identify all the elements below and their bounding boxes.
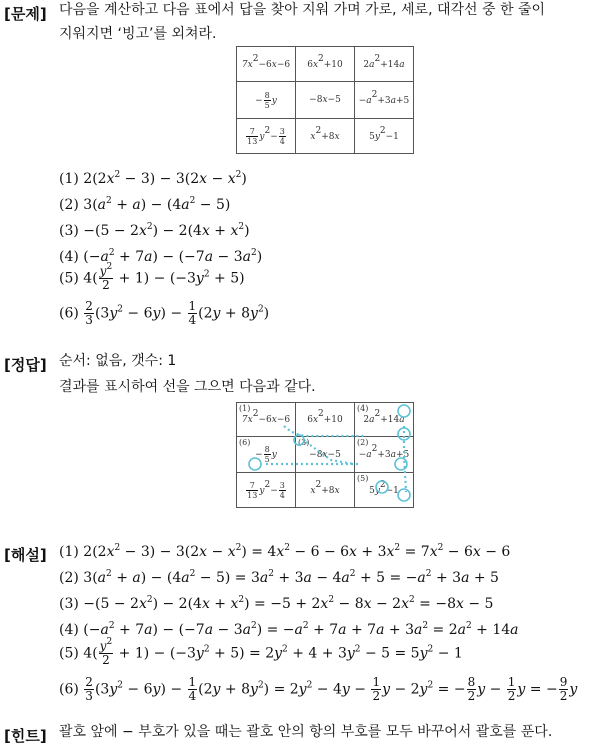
grid-cell: $7x^2-6x-6$ xyxy=(237,47,296,82)
problem-item-3: $(3) -(5 - 2x^2) - 2(4x + x^2)$ xyxy=(59,222,250,239)
grid-cell: − $\frac{8}{5}$ y xyxy=(237,82,296,119)
problem-item-5: (5) 4( $\frac{y^2}{2}$ + $1) - (-3y^2 + 5)$ xyxy=(59,262,245,292)
grid-cell: $6x^2+10$ xyxy=(296,47,355,82)
grid-cell: $-a^2+3a+5$ xyxy=(355,82,414,119)
grid-cell: $6x^2+10$ xyxy=(296,403,355,437)
grid-cell: −8x−5 xyxy=(296,82,355,119)
grid-cell: (2) $-a^2+3a+5$ xyxy=(355,437,414,473)
problem-item-4: (4) $(-a^2 + 7a) - (-7a - 3a^2)$ xyxy=(59,248,263,265)
grid-cell: $\frac{7}{13}$ $y^2-$ $\frac{3}{4}$ xyxy=(237,119,296,154)
mark-circle xyxy=(395,458,407,470)
solution-item-4: (4) $(-a^2 + 7a) - (-7a - 3a^2) = -a^2 + 7a + 7a + 3a^2 = 2a^2 + 14a$ xyxy=(59,621,519,638)
mark-circle xyxy=(398,405,410,417)
problem-line-2: 지워지면 ‘빙고’를 외쳐라. xyxy=(59,26,217,42)
mark-circle xyxy=(398,489,410,501)
bingo-marks xyxy=(236,402,416,510)
problem-line-1: 다음을 계산하고 다음 표에서 답을 찾아 지워 가며 가로, 세로, 대각선 중 한 줄이 xyxy=(59,2,545,18)
grid-cell: $x^2+8x$ xyxy=(296,473,355,508)
mark-circle xyxy=(398,428,410,440)
answer-tag: [정답] xyxy=(4,356,47,374)
answer-line-2: 결과를 표시하여 선을 그으면 다음과 같다. xyxy=(59,379,316,395)
solution-item-2: (2) $3(a^2 + a) - (4a^2 - 5) = 3a^2 + 3a - 4a^2 + 5 = -a^2 + 3a + 5$ xyxy=(59,569,499,586)
strike-line xyxy=(306,442,354,464)
grid-cell: (4) $2a^2+14a$ xyxy=(355,403,414,437)
answer-line-1: 순서: 없음, 갯수: 1 xyxy=(59,353,177,369)
strike-line xyxy=(284,426,364,436)
mark-circle xyxy=(294,435,304,445)
grid-cell: (5) $5y^2-1$ xyxy=(355,473,414,508)
solution-item-5: (5) 4( $\frac{y^2}{2}$ + $1) - (-3y^2 + 5) = 2y^2 + 4 + 3y^2 - 5 = 5y^2 - 1$ xyxy=(59,637,463,667)
problem-item-6: (6) $\frac{2}{3}$ $(3y^2 - 6y)$ − $\frac{1}{4}$ $(2y + 8y^2)$ xyxy=(59,299,270,327)
grid-cell: (1) $7x^2-6x-6$ xyxy=(237,403,296,437)
bingo-grid xyxy=(236,46,414,154)
solution-tag: [해설] xyxy=(4,546,47,564)
solution-item-6: (6) $\frac{2}{3}$ $(3y^2 - 6y)$ − $\frac{1}{4}$ $(2y + 8y^2) = 2y^2 - 4y$ − $\frac{1}{2}$ $y - 2y^2$ = − $\frac{8}{2}$ y − $\frac{1}{2}$ y = − $\frac{9}{2}$ y xyxy=(59,675,578,703)
problem-item-2: (2) $3(a^2 + a) - (4a^2 - 5)$ xyxy=(59,196,231,213)
grid-cell: (3) −8x−5 xyxy=(296,437,355,473)
grid-cell: $5y^2-1$ xyxy=(355,119,414,154)
solution-item-1: (1) $2(2x^2 - 3) - 3(2x - x^2) = 4x^2 - 6 - 6x + 3x^2 = 7x^2 - 6x - 6$ xyxy=(59,543,511,560)
grid-cell: $\frac{7}{13}$ $y^2-$ $\frac{3}{4}$ xyxy=(237,473,296,508)
grid-cell: (6) − $\frac{8}{5}$ y xyxy=(237,437,296,473)
solution-item-3: $(3) -(5 - 2x^2) - 2(4x + x^2) = -5 + 2x^2 - 8x - 2x^2 = -8x - 5$ xyxy=(59,595,494,612)
hint-text: 괄호 앞에 − 부호가 있을 때는 괄호 안의 항의 부호를 모두 바꾸어서 괄호를 푼다. xyxy=(59,724,553,740)
mark-circle xyxy=(249,458,261,470)
grid-cell: $2a^2+14a$ xyxy=(355,47,414,82)
mark-circle xyxy=(376,481,388,493)
grid-cell: $x^2+8x$ xyxy=(296,119,355,154)
problem-item-1: (1) $2(2x^2 - 3) - 3(2x - x^2)$ xyxy=(59,170,247,187)
problem-tag: [문제] xyxy=(4,5,47,23)
hint-tag: [힌트] xyxy=(4,727,47,745)
